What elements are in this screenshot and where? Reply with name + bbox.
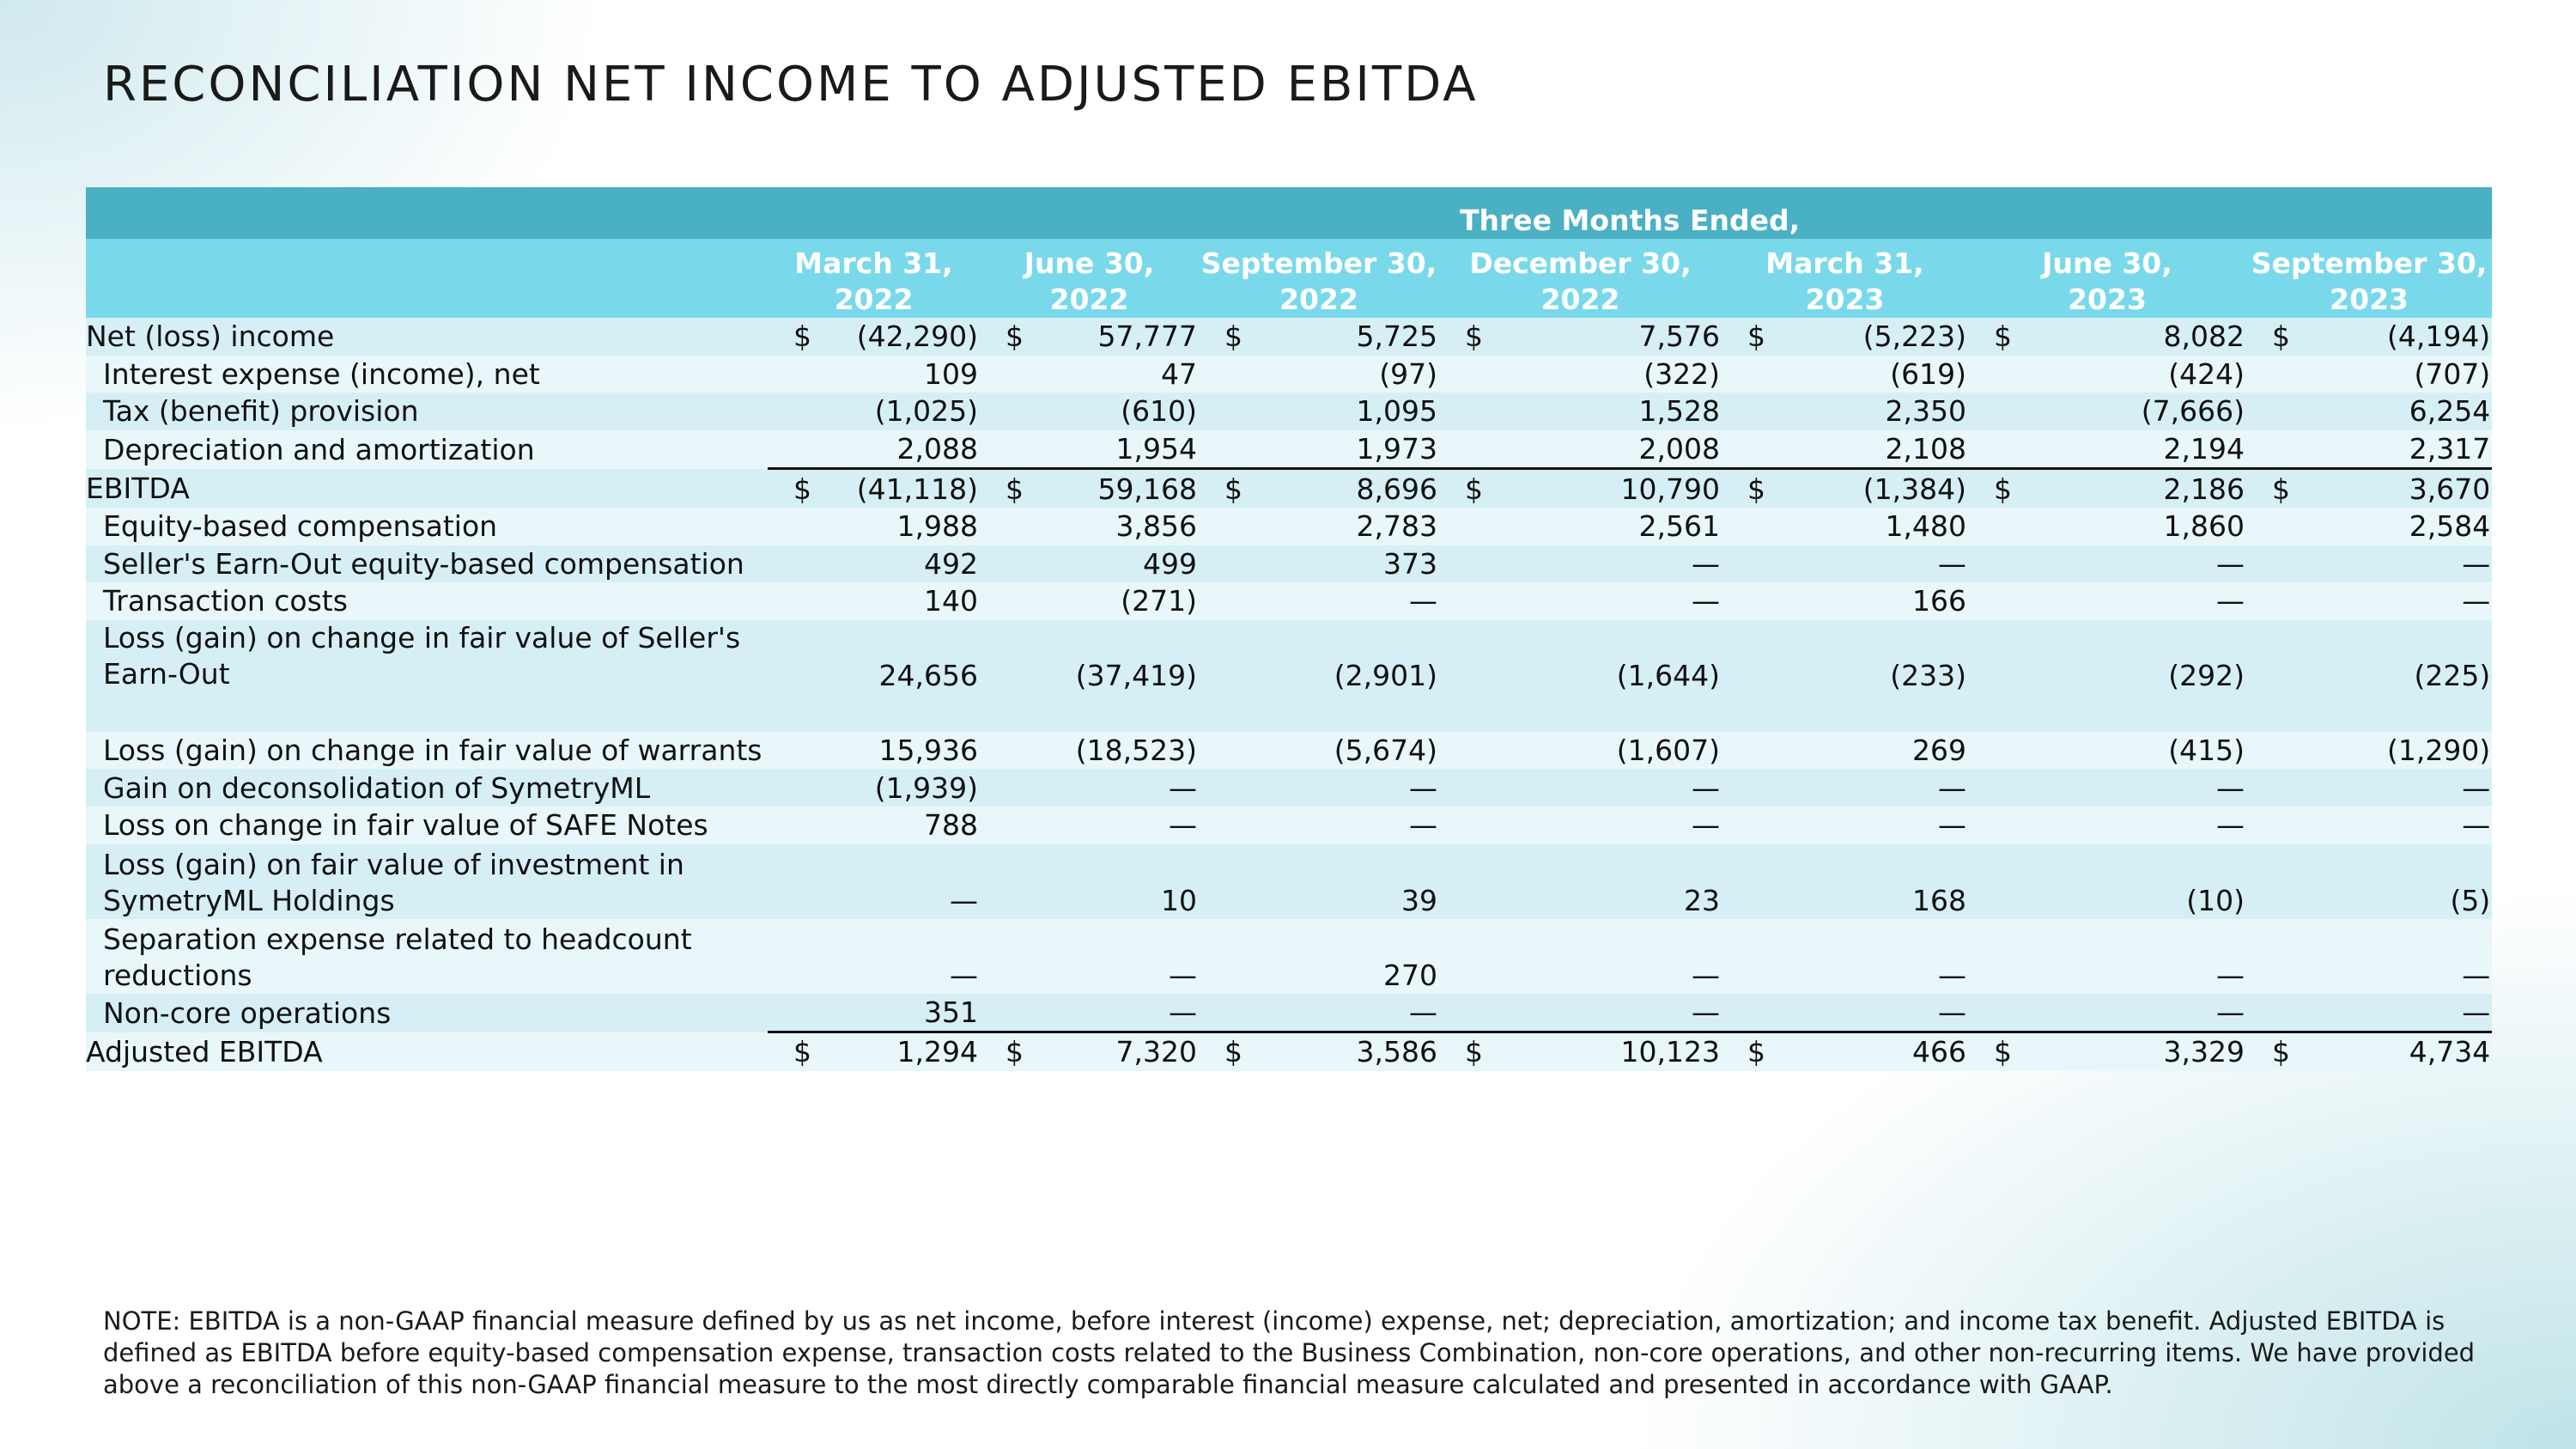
currency-symbol [1439,545,1504,583]
cell-value: 47 [1044,356,1199,393]
currency-symbol: $ [768,469,832,508]
cell-value: 2,317 [2298,430,2492,469]
cell-value: (42,290) [832,318,980,356]
cell-value: 39 [1263,844,1439,919]
cell-value: (4,194) [2298,318,2492,356]
cell-value: 2,350 [1786,393,1968,430]
cell-value: — [1263,807,1439,844]
cell-value: (271) [1044,582,1199,620]
cell-value: — [2032,582,2246,620]
cell-value: 59,168 [1044,469,1199,508]
column-header: September 30, 2022 [1199,239,1439,318]
currency-symbol [1199,620,1263,732]
currency-symbol [2246,807,2298,844]
currency-symbol [1199,732,1263,770]
currency-symbol [1439,582,1504,620]
currency-symbol: $ [980,1032,1044,1071]
currency-symbol [1968,356,2032,393]
cell-value: (424) [2032,356,2246,393]
table-row [86,769,2492,807]
cell-value: 109 [832,356,980,393]
currency-symbol: $ [1439,1032,1504,1071]
cell-value: (322) [1504,356,1722,393]
cell-value: (610) [1044,393,1199,430]
currency-symbol [1722,919,1786,994]
currency-symbol: $ [1439,469,1504,508]
row-label: Loss (gain) on fair value of investment in SymetryML Holdings [86,844,768,919]
currency-symbol [2246,393,2298,430]
currency-symbol [1722,994,1786,1032]
group-header-spacer [86,187,768,239]
cell-value: 3,329 [2032,1032,2246,1071]
column-header: March 31, 2023 [1722,239,1968,318]
currency-symbol: $ [2246,469,2298,508]
row-label: Seller's Earn-Out equity-based compensation [86,545,768,583]
cell-value: — [1504,919,1722,994]
cell-value: 24,656 [832,620,980,732]
currency-symbol [1968,732,2032,770]
row-label: Equity-based compensation [86,508,768,545]
cell-value: 788 [832,807,980,844]
cell-value: 140 [832,582,980,620]
currency-symbol [1199,393,1263,430]
currency-symbol [1968,582,2032,620]
table-row [86,318,2492,356]
currency-symbol [980,393,1044,430]
table-row [86,994,2492,1032]
currency-symbol: $ [980,318,1044,356]
currency-symbol [768,732,832,770]
cell-value: 10,790 [1504,469,1722,508]
table-row [86,508,2492,545]
currency-symbol [2246,994,2298,1032]
cell-value: 166 [1786,582,1968,620]
table-row [86,582,2492,620]
currency-symbol: $ [2246,1032,2298,1071]
cell-value: — [1786,994,1968,1032]
currency-symbol [768,508,832,545]
currency-symbol [768,919,832,994]
table-row [86,844,2492,919]
cell-value: — [1786,545,1968,583]
cell-value: 6,254 [2298,393,2492,430]
cell-value: (10) [2032,844,2246,919]
cell-value: — [1044,994,1199,1032]
cell-value: 2,194 [2032,430,2246,469]
currency-symbol [1199,430,1263,469]
cell-value: 1,988 [832,508,980,545]
cell-value: 269 [1786,732,1968,770]
currency-symbol [1199,919,1263,994]
cell-value: — [2298,919,2492,994]
column-header: December 30, 2022 [1439,239,1722,318]
cell-value: (225) [2298,620,2492,732]
row-label: Loss (gain) on change in fair value of Seller's Earn-Out [86,620,768,732]
cell-value: 3,856 [1044,508,1199,545]
column-header-row [86,239,2492,318]
currency-symbol [1199,545,1263,583]
cell-value: 8,696 [1263,469,1439,508]
currency-symbol [1968,919,2032,994]
currency-symbol [1968,430,2032,469]
cell-value: (1,290) [2298,732,2492,770]
currency-symbol: $ [1722,1032,1786,1071]
cell-value: 168 [1786,844,1968,919]
cell-value: (37,419) [1044,620,1199,732]
currency-symbol [768,356,832,393]
cell-value: — [2032,919,2246,994]
cell-value: 10,123 [1504,1032,1722,1071]
cell-value: 2,088 [832,430,980,469]
currency-symbol [1722,582,1786,620]
table-row [86,545,2492,583]
cell-value: 7,320 [1044,1032,1199,1071]
cell-value: (415) [2032,732,2246,770]
currency-symbol [1439,393,1504,430]
cell-value: — [2032,994,2246,1032]
cell-value: — [1044,769,1199,807]
table-row [86,469,2492,508]
cell-value: (707) [2298,356,2492,393]
page-title: RECONCILIATION NET INCOME TO ADJUSTED EBITDA [103,57,1479,113]
currency-symbol [1439,994,1504,1032]
table-row [86,732,2492,770]
cell-value: (1,644) [1504,620,1722,732]
cell-value: 3,586 [1263,1032,1439,1071]
cell-value: 492 [832,545,980,583]
cell-value: 23 [1504,844,1722,919]
currency-symbol [980,732,1044,770]
cell-value: (97) [1263,356,1439,393]
currency-symbol [1199,769,1263,807]
currency-symbol: $ [1968,1032,2032,1071]
currency-symbol [980,844,1044,919]
cell-value: (5,674) [1263,732,1439,770]
cell-value: — [2032,807,2246,844]
cell-value: 8,082 [2032,318,2246,356]
cell-value: 57,777 [1044,318,1199,356]
currency-symbol [768,545,832,583]
currency-symbol [1439,620,1504,732]
row-label: Non-core operations [86,994,768,1032]
row-label: Loss on change in fair value of SAFE Notes [86,807,768,844]
currency-symbol [1968,620,2032,732]
currency-symbol [1722,769,1786,807]
currency-symbol [2246,508,2298,545]
cell-value: 15,936 [832,732,980,770]
cell-value: (2,901) [1263,620,1439,732]
cell-value: — [1504,769,1722,807]
currency-symbol: $ [2246,318,2298,356]
column-header: June 30, 2023 [1968,239,2246,318]
table-row [86,356,2492,393]
currency-symbol [2246,356,2298,393]
currency-symbol [1722,545,1786,583]
table-row [86,620,2492,732]
row-label: Adjusted EBITDA [86,1032,768,1071]
currency-symbol [768,393,832,430]
cell-value: — [1504,545,1722,583]
currency-symbol [1199,807,1263,844]
currency-symbol [1199,994,1263,1032]
cell-value: 1,528 [1504,393,1722,430]
currency-symbol [1439,732,1504,770]
currency-symbol [980,769,1044,807]
currency-symbol [768,844,832,919]
cell-value: 4,734 [2298,1032,2492,1071]
cell-value: 1,860 [2032,508,2246,545]
cell-value: — [2298,994,2492,1032]
cell-value: — [1263,769,1439,807]
cell-value: (292) [2032,620,2246,732]
cell-value: — [832,919,980,994]
currency-symbol [1439,919,1504,994]
currency-symbol [1722,807,1786,844]
cell-value: (233) [1786,620,1968,732]
cell-value: — [832,844,980,919]
group-header-row [86,187,2492,239]
currency-symbol: $ [1722,318,1786,356]
currency-symbol: $ [1199,469,1263,508]
currency-symbol [980,994,1044,1032]
cell-value: — [2298,807,2492,844]
currency-symbol [1968,807,2032,844]
currency-symbol [768,582,832,620]
currency-symbol [1722,508,1786,545]
cell-value: — [1504,807,1722,844]
cell-value: — [2032,769,2246,807]
row-label: Loss (gain) on change in fair value of warrants [86,732,768,770]
cell-value: (41,118) [832,469,980,508]
currency-symbol [1199,844,1263,919]
cell-value: — [2298,582,2492,620]
cell-value: (18,523) [1044,732,1199,770]
cell-value: (7,666) [2032,393,2246,430]
currency-symbol [2246,620,2298,732]
cell-value: 466 [1786,1032,1968,1071]
cell-value: 2,186 [2032,469,2246,508]
currency-symbol [1199,582,1263,620]
cell-value: (5) [2298,844,2492,919]
table-row [86,430,2492,469]
cell-value: — [1044,919,1199,994]
footnote: NOTE: EBITDA is a non-GAAP financial measure defined by us as net income, before interest (income) expense, net; depreciation, amortization; and income tax benefit. Adjusted EBITDA is defined as EBITDA before equity-based compensation expense, transaction costs related to the Business Combination, non-core operations, and other non-recurring items. We have provided above a reconciliation of this non-GAAP financial measure to the most directly comparable financial measure calculated and presented in accordance with GAAP. [103,1306,2476,1399]
cell-value: (1,939) [832,769,980,807]
cell-value: 1,294 [832,1032,980,1071]
cell-value: 351 [832,994,980,1032]
currency-symbol [980,919,1044,994]
currency-symbol [768,620,832,732]
currency-symbol [980,508,1044,545]
currency-symbol: $ [1968,469,2032,508]
cell-value: (619) [1786,356,1968,393]
cell-value: 2,008 [1504,430,1722,469]
currency-symbol [1722,430,1786,469]
currency-symbol [1722,393,1786,430]
currency-symbol [1439,807,1504,844]
cell-value: 373 [1263,545,1439,583]
currency-symbol: $ [980,469,1044,508]
currency-symbol [980,356,1044,393]
currency-symbol [1722,356,1786,393]
column-header: March 31, 2022 [768,239,980,318]
currency-symbol [1968,393,2032,430]
cell-value: — [1263,994,1439,1032]
currency-symbol [1199,508,1263,545]
cell-value: 7,576 [1504,318,1722,356]
currency-symbol [980,545,1044,583]
row-label: Separation expense related to headcount reductions [86,919,768,994]
currency-symbol [1199,356,1263,393]
cell-value: — [1786,769,1968,807]
currency-symbol [2246,919,2298,994]
cell-value: — [1263,582,1439,620]
cell-value: (5,223) [1786,318,1968,356]
cell-value: 1,480 [1786,508,1968,545]
currency-symbol: $ [1199,318,1263,356]
cell-value: — [1504,582,1722,620]
column-header-spacer [86,239,768,318]
currency-symbol [2246,582,2298,620]
cell-value: — [1504,994,1722,1032]
column-header: June 30, 2022 [980,239,1199,318]
cell-value: (1,384) [1786,469,1968,508]
cell-value: 1,095 [1263,393,1439,430]
currency-symbol [1439,430,1504,469]
currency-symbol [2246,769,2298,807]
group-header: Three Months Ended, [768,187,2492,239]
currency-symbol [980,807,1044,844]
currency-symbol [1439,769,1504,807]
currency-symbol: $ [1439,318,1504,356]
cell-value: — [1786,807,1968,844]
cell-value: — [2298,769,2492,807]
table-row [86,919,2492,994]
currency-symbol [768,807,832,844]
table-row [86,393,2492,430]
table-row [86,807,2492,844]
currency-symbol [1968,545,2032,583]
currency-symbol: $ [768,1032,832,1071]
cell-value: — [2032,545,2246,583]
currency-symbol [768,769,832,807]
currency-symbol [980,430,1044,469]
cell-value: 1,973 [1263,430,1439,469]
row-label: EBITDA [86,469,768,508]
currency-symbol: $ [768,318,832,356]
cell-value: — [2298,545,2492,583]
row-label: Depreciation and amortization [86,430,768,469]
currency-symbol: $ [1968,318,2032,356]
table-row [86,1032,2492,1071]
currency-symbol [1722,732,1786,770]
currency-symbol [1439,844,1504,919]
row-label: Interest expense (income), net [86,356,768,393]
currency-symbol [980,620,1044,732]
currency-symbol [1439,508,1504,545]
cell-value: 2,783 [1263,508,1439,545]
cell-value: 5,725 [1263,318,1439,356]
reconciliation-table [86,187,2492,1071]
cell-value: 2,561 [1504,508,1722,545]
cell-value: — [1044,807,1199,844]
row-label: Transaction costs [86,582,768,620]
currency-symbol: $ [1722,469,1786,508]
currency-symbol [2246,732,2298,770]
row-label: Net (loss) income [86,318,768,356]
currency-symbol [1968,844,2032,919]
currency-symbol [1968,508,2032,545]
currency-symbol [768,430,832,469]
currency-symbol [980,582,1044,620]
cell-value: 3,670 [2298,469,2492,508]
cell-value: 499 [1044,545,1199,583]
column-header: September 30, 2023 [2246,239,2492,318]
currency-symbol [1722,620,1786,732]
cell-value: 10 [1044,844,1199,919]
cell-value: (1,025) [832,393,980,430]
cell-value: 2,108 [1786,430,1968,469]
currency-symbol: $ [1199,1032,1263,1071]
cell-value: (1,607) [1504,732,1722,770]
cell-value: 270 [1263,919,1439,994]
currency-symbol [2246,430,2298,469]
currency-symbol [1968,994,2032,1032]
currency-symbol [768,994,832,1032]
row-label: Gain on deconsolidation of SymetryML [86,769,768,807]
row-label: Tax (benefit) provision [86,393,768,430]
cell-value: — [1786,919,1968,994]
currency-symbol [1439,356,1504,393]
currency-symbol [2246,844,2298,919]
cell-value: 1,954 [1044,430,1199,469]
currency-symbol [1722,844,1786,919]
currency-symbol [1968,769,2032,807]
currency-symbol [2246,545,2298,583]
cell-value: 2,584 [2298,508,2492,545]
